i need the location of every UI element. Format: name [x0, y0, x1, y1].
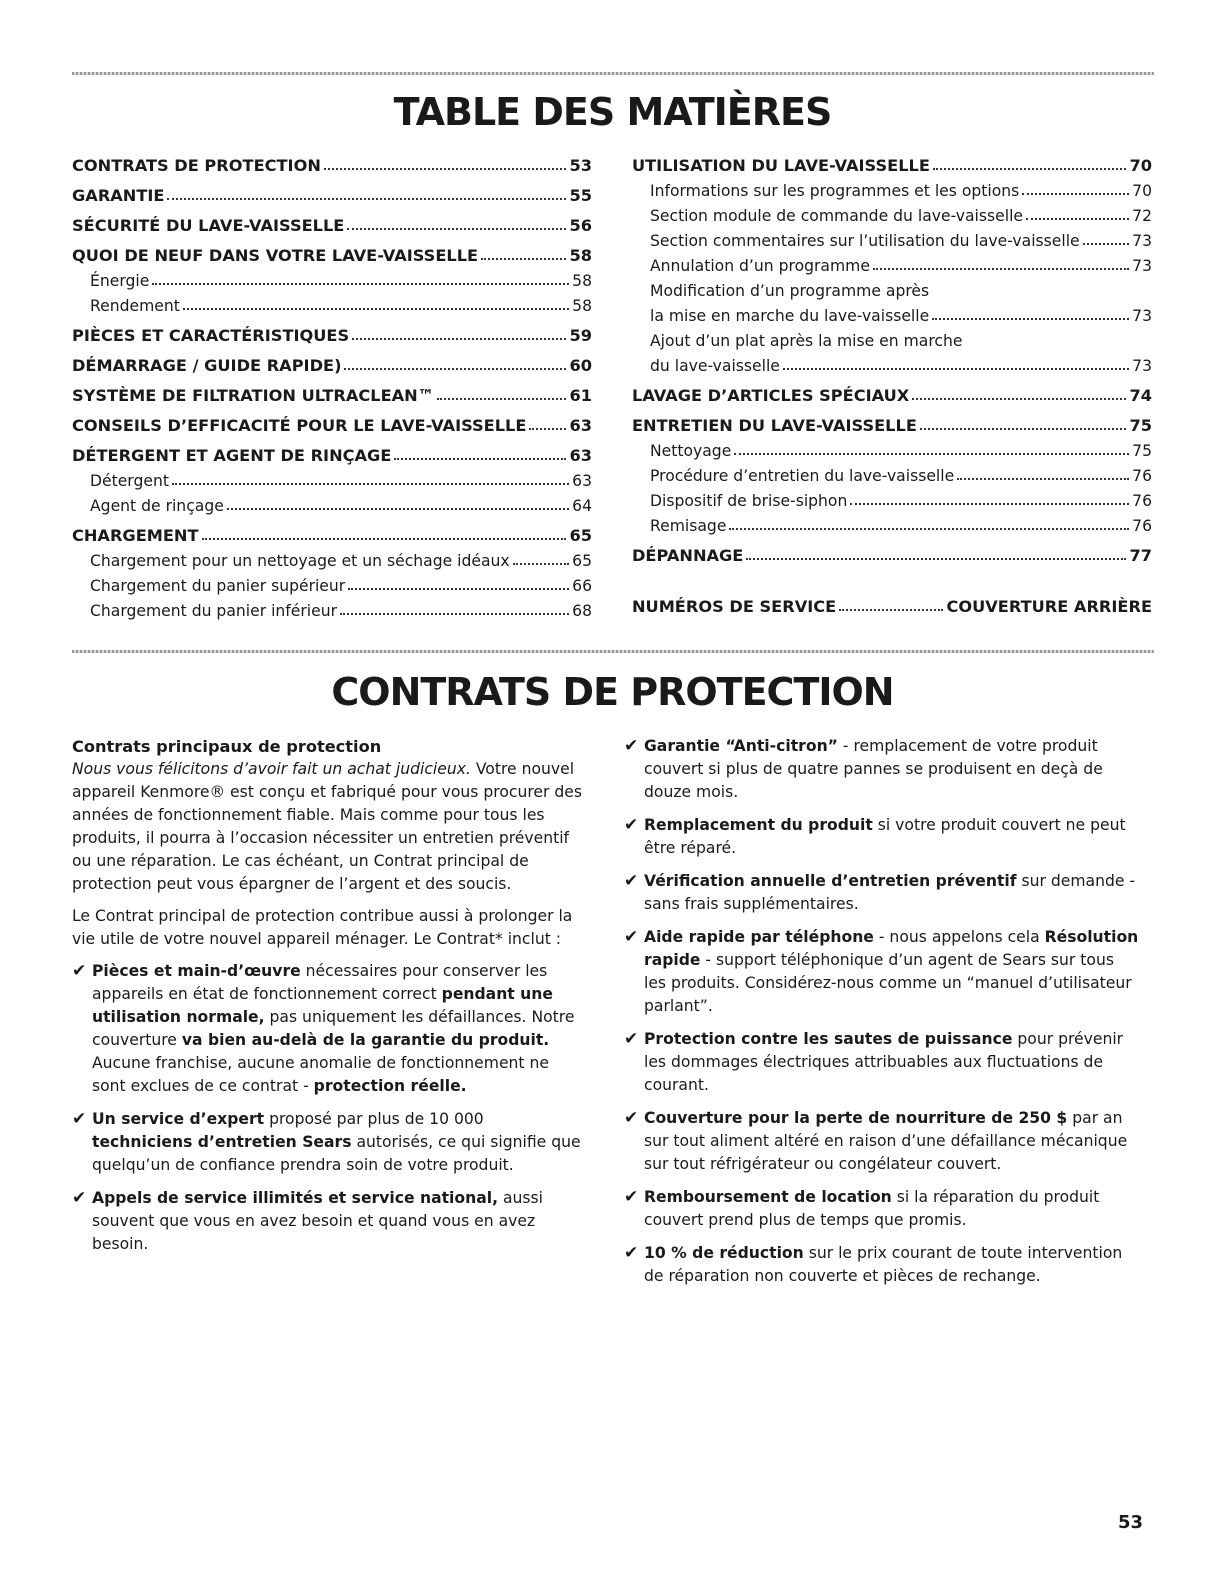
- toc-leader-dots: [437, 397, 567, 400]
- toc-entry-label: Section commentaires sur l’utilisation du lave-vaisselle: [650, 232, 1080, 250]
- toc-entry: [72, 570, 592, 595]
- toc-entry: [632, 591, 1152, 616]
- toc-entry-label: Remisage: [650, 517, 727, 535]
- benefit-bold-text: 10 % de réduction: [644, 1244, 804, 1262]
- toc-title: TABLE DES MATIÈRES: [393, 90, 832, 134]
- toc-leader-dots: [920, 427, 1127, 430]
- benefit-text: pas uniquement les défaillances. Notre couverture: [92, 1008, 575, 1049]
- toc-leader-dots: [529, 427, 566, 430]
- toc-entry-label: CONTRATS DE PROTECTION: [72, 156, 321, 175]
- toc-entry-label: DÉTERGENT ET AGENT DE RINÇAGE: [72, 446, 392, 465]
- toc-entry: [72, 595, 592, 620]
- toc-entry-label: SYSTÈME DE FILTRATION ULTRACLEAN™: [72, 386, 434, 405]
- toc-entry-page: 55: [569, 186, 592, 205]
- toc-entry-page: 56: [569, 216, 592, 235]
- toc-entry-page: 73: [1132, 357, 1152, 375]
- toc-leader-dots: [348, 587, 569, 590]
- toc-entry-page: 65: [569, 526, 592, 545]
- toc-entry-label: Section module de commande du lave-vaisselle: [650, 207, 1023, 225]
- benefit-text: sur demande - sans frais supplémentaires.: [644, 872, 1136, 913]
- toc-entry: [72, 180, 592, 205]
- toc-leader-dots: [783, 367, 1129, 370]
- toc-entry-page: 58: [569, 246, 592, 265]
- benefit-text: - support téléphonique d’un agent de Sears sur tous les produits. Considérez-nous comme un “manuel d’utilisateur parlant”.: [644, 951, 1132, 1015]
- toc-leader-dots: [933, 167, 1127, 170]
- checkmark-icon: ✔: [72, 961, 87, 981]
- toc-leader-dots: [347, 227, 566, 230]
- contracts-left-column: [72, 735, 587, 1266]
- toc-entry: [72, 520, 592, 545]
- toc-entry-page: 66: [572, 577, 592, 595]
- benefit-bold-text: Pièces et main-d’œuvre: [92, 962, 301, 980]
- checkmark-icon: ✔: [624, 1029, 639, 1049]
- toc-entry-label: du lave-vaisselle: [650, 357, 780, 375]
- benefit-text: - nous appelons cela: [873, 928, 1045, 946]
- toc-leader-dots: [957, 477, 1129, 480]
- benefit-item: [624, 926, 1139, 1018]
- toc-entry-label: DÉPANNAGE: [632, 546, 744, 565]
- toc-entry-label: UTILISATION DU LAVE-VAISSELLE: [632, 156, 930, 175]
- right-benefit-list: [624, 735, 1139, 1288]
- toc-entry: [632, 410, 1152, 435]
- benefit-bold-text: va bien au-delà de la garantie du produit.: [181, 1031, 550, 1049]
- checkmark-icon: ✔: [624, 871, 639, 891]
- toc-entry-page: 72: [1132, 207, 1152, 225]
- toc-entry-label: Informations sur les programmes et les options: [650, 182, 1020, 200]
- toc-leader-dots: [912, 397, 1126, 400]
- checkmark-icon: ✔: [624, 927, 639, 947]
- toc-entry-page: COUVERTURE ARRIÈRE: [946, 597, 1152, 616]
- toc-entry-label: NUMÉROS DE SERVICE: [632, 597, 837, 616]
- toc-entry-page: 68: [572, 602, 592, 620]
- toc-entry: [632, 175, 1152, 200]
- benefit-text: - remplacement de votre produit couvert si plus de quatre pannes se produisent en deçà de douze mois.: [644, 737, 1103, 801]
- toc-entry-label: Procédure d’entretien du lave-vaisselle: [650, 467, 955, 485]
- toc-leader-dots: [152, 282, 569, 285]
- benefit-bold-text: Couverture pour la perte de nourriture de 250 $: [644, 1109, 1068, 1127]
- toc-entry: [632, 540, 1152, 565]
- benefit-bold-text: Remplacement du produit: [644, 816, 873, 834]
- checkmark-icon: ✔: [624, 1108, 639, 1128]
- toc-entry: [632, 380, 1152, 405]
- toc-left-column: [72, 145, 592, 620]
- toc-entry: [72, 350, 592, 375]
- benefit-text: proposé par plus de 10 000: [264, 1110, 484, 1128]
- toc-leader-dots: [746, 557, 1126, 560]
- benefit-item: [624, 870, 1139, 916]
- toc-entry-label: Chargement pour un nettoyage et un séchage idéaux: [90, 552, 510, 570]
- contracts-title: CONTRATS DE PROTECTION: [331, 670, 894, 714]
- benefit-text: nécessaires pour conserver les appareils en état de fonctionnement correct: [92, 962, 548, 1003]
- toc-entry: [72, 440, 592, 465]
- toc-entry: [632, 275, 1152, 300]
- toc-entry: [632, 510, 1152, 535]
- toc-entry-page: 76: [1132, 517, 1152, 535]
- top-divider: [72, 72, 1154, 75]
- toc-entry-page: 58: [572, 297, 592, 315]
- toc-leader-dots: [839, 608, 943, 611]
- toc-leader-dots: [513, 562, 570, 565]
- toc-entry-label: Chargement du panier inférieur: [90, 602, 337, 620]
- toc-leader-dots: [394, 457, 566, 460]
- toc-entry-page: 58: [572, 272, 592, 290]
- toc-leader-dots: [344, 367, 566, 370]
- left-benefit-list: [72, 960, 587, 1256]
- toc-entry-page: 74: [1129, 386, 1152, 405]
- toc-entry: [72, 265, 592, 290]
- toc-entry-label: Rendement: [90, 297, 180, 315]
- toc-leader-dots: [352, 337, 566, 340]
- toc-entry-page: 75: [1132, 442, 1152, 460]
- checkmark-icon: ✔: [624, 736, 639, 756]
- toc-entry-label: SÉCURITÉ DU LAVE-VAISSELLE: [72, 216, 345, 235]
- benefit-text: autorisés, ce qui signifie que quelqu’un de confiance prendra soin de votre produit.: [92, 1133, 581, 1174]
- toc-entry: [72, 240, 592, 265]
- checkmark-icon: ✔: [72, 1109, 87, 1129]
- toc-entry-label: CHARGEMENT: [72, 526, 199, 545]
- benefit-item: [624, 1028, 1139, 1097]
- toc-entry-label: LAVAGE D’ARTICLES SPÉCIAUX: [632, 386, 910, 405]
- middle-divider: [72, 650, 1154, 653]
- toc-entry-page: 77: [1129, 546, 1152, 565]
- toc-leader-dots: [227, 507, 569, 510]
- benefit-bold-text: Aide rapide par téléphone: [644, 928, 874, 946]
- toc-entry: [632, 485, 1152, 510]
- toc-entry-page: 63: [569, 446, 592, 465]
- benefit-text: si la réparation du produit couvert prend plus de temps que promis.: [644, 1188, 1100, 1229]
- toc-entry: [72, 150, 592, 175]
- toc-entry-label: Détergent: [90, 472, 169, 490]
- toc-entry: [72, 490, 592, 515]
- contracts-heading: Contrats principaux de protection: [72, 737, 382, 756]
- toc-right-column: [632, 145, 1152, 616]
- toc-entry: [632, 250, 1152, 275]
- benefit-bold-text: techniciens d’entretien Sears: [92, 1133, 352, 1151]
- checkmark-icon: ✔: [72, 1188, 87, 1208]
- checkmark-icon: ✔: [624, 1187, 639, 1207]
- toc-entry-page: 76: [1132, 467, 1152, 485]
- toc-leader-dots: [202, 537, 567, 540]
- toc-entry-label: QUOI DE NEUF DANS VOTRE LAVE-VAISSELLE: [72, 246, 479, 265]
- toc-entry: [72, 210, 592, 235]
- benefit-bold-text: Appels de service illimités et service national,: [92, 1189, 499, 1207]
- toc-entry: [632, 225, 1152, 250]
- toc-entry: [72, 290, 592, 315]
- toc-entry-page: 75: [1129, 416, 1152, 435]
- toc-leader-dots: [481, 257, 566, 260]
- benefit-text: pour prévenir les dommages électriques attribuables aux fluctuations de courant.: [644, 1030, 1124, 1094]
- toc-leader-dots: [167, 197, 566, 200]
- toc-leader-dots: [1026, 217, 1129, 220]
- toc-entry: [72, 545, 592, 570]
- toc-entry-page: 76: [1132, 492, 1152, 510]
- toc-entry-label: la mise en marche du lave-vaisselle: [650, 307, 930, 325]
- toc-entry-page: 53: [569, 156, 592, 175]
- checkmark-icon: ✔: [624, 815, 639, 835]
- benefit-bold-text: Vérification annuelle d’entretien préventif: [644, 872, 1017, 890]
- toc-entry-page: 73: [1132, 307, 1152, 325]
- toc-entry-page: 73: [1132, 257, 1152, 275]
- toc-entry-page: 60: [569, 356, 592, 375]
- toc-entry-page: 61: [569, 386, 592, 405]
- benefit-text: par an sur tout aliment altéré en raison d’une défaillance mécanique sur tout réfrigérateur ou congélateur couvert.: [644, 1109, 1128, 1173]
- benefit-bold-text: Résolution rapide: [644, 928, 1139, 969]
- toc-leader-dots: [1022, 192, 1129, 195]
- toc-leader-dots: [1083, 242, 1130, 245]
- benefit-bold-text: Un service d’expert: [92, 1110, 265, 1128]
- toc-entry: [72, 465, 592, 490]
- benefit-bold-text: Protection contre les sautes de puissance: [644, 1030, 1013, 1048]
- toc-entry-page: 59: [569, 326, 592, 345]
- toc-entry-page: 73: [1132, 232, 1152, 250]
- toc-entry-label: GARANTIE: [72, 186, 165, 205]
- toc-entry-label: DÉMARRAGE / GUIDE RAPIDE): [72, 356, 342, 375]
- toc-entry: [72, 320, 592, 345]
- toc-entry-label: Nettoyage: [650, 442, 732, 460]
- toc-entry: [632, 350, 1152, 375]
- benefit-item: [624, 1242, 1139, 1288]
- toc-entry-page: 63: [572, 472, 592, 490]
- toc-entry: [632, 435, 1152, 460]
- toc-entry: [632, 150, 1152, 175]
- intro-text: Votre nouvel appareil Kenmore® est conçu et fabriqué pour vous procurer des années de fonctionnement fiable. Mais comme pour tous les produits, il pourra à l’occasion nécessiter un entretien préventif ou une réparation. Le cas échéant, un Contrat principal de protection peut vous épargner de l’argent et des soucis.: [72, 760, 582, 893]
- toc-leader-dots: [850, 502, 1129, 505]
- toc-leader-dots: [324, 167, 567, 170]
- toc-entry-label: Annulation d’un programme: [650, 257, 870, 275]
- toc-entry: [72, 380, 592, 405]
- intro-emphasis: Nous vous félicitons d’avoir fait un achat judicieux.: [72, 760, 471, 778]
- benefit-text: aussi souvent que vous en avez besoin et quand vous en avez besoin.: [92, 1189, 543, 1253]
- toc-leader-dots: [873, 267, 1129, 270]
- toc-leader-dots: [340, 612, 569, 615]
- toc-leader-dots: [729, 527, 1129, 530]
- benefit-item: [624, 1186, 1139, 1232]
- benefit-item: [72, 1108, 587, 1177]
- checkmark-icon: ✔: [624, 1243, 639, 1263]
- toc-entry-label: ENTRETIEN DU LAVE-VAISSELLE: [632, 416, 917, 435]
- toc-entry-page: 70: [1132, 182, 1152, 200]
- toc-entry-label: Dispositif de brise-siphon: [650, 492, 848, 510]
- toc-entry: [632, 200, 1152, 225]
- benefit-bold-text: Garantie “Anti-citron”: [644, 737, 838, 755]
- toc-entry-page: 65: [572, 552, 592, 570]
- contracts-right-column: [624, 735, 1139, 1298]
- benefit-item: [624, 735, 1139, 804]
- toc-entry-label: Ajout d’un plat après la mise en marche: [650, 332, 963, 350]
- benefit-item: [72, 960, 587, 1098]
- toc-leader-dots: [183, 307, 569, 310]
- toc-entry-label: Agent de rinçage: [90, 497, 224, 515]
- benefit-item: [72, 1187, 587, 1256]
- toc-leader-dots: [932, 317, 1129, 320]
- benefit-item: [624, 1107, 1139, 1176]
- toc-entry: [72, 410, 592, 435]
- contracts-intro: [72, 758, 587, 896]
- toc-entry: [632, 300, 1152, 325]
- toc-entry-label: Chargement du panier supérieur: [90, 577, 346, 595]
- toc-entry: [632, 460, 1152, 485]
- toc-entry-page: 63: [569, 416, 592, 435]
- benefit-text: sur le prix courant de toute intervention de réparation non couverte et pièces de rechange.: [644, 1244, 1123, 1285]
- benefit-bold-text: protection réelle.: [313, 1077, 467, 1095]
- benefit-bold-text: Remboursement de location: [644, 1188, 892, 1206]
- toc-entry-label: Modification d’un programme après: [650, 282, 930, 300]
- benefit-item: [624, 814, 1139, 860]
- toc-leader-dots: [734, 452, 1129, 455]
- benefit-text: si votre produit couvert ne peut être réparé.: [644, 816, 1126, 857]
- toc-entry-page: 70: [1129, 156, 1152, 175]
- page-number: 53: [1118, 1512, 1144, 1533]
- toc-entry: [632, 325, 1152, 350]
- benefit-text: Aucune franchise, aucune anomalie de fonctionnement ne sont exclues de ce contrat -: [92, 1054, 549, 1095]
- toc-leader-dots: [172, 482, 569, 485]
- toc-entry-label: CONSEILS D’EFFICACITÉ POUR LE LAVE-VAISSELLE: [72, 416, 527, 435]
- toc-entry-label: Énergie: [90, 272, 150, 290]
- benefit-bold-text: pendant une utilisation normale,: [92, 985, 553, 1026]
- toc-entry-page: 64: [572, 497, 592, 515]
- toc-entry-label: PIÈCES ET CARACTÉRISTIQUES: [72, 326, 350, 345]
- contracts-paragraph-2: Le Contrat principal de protection contribue aussi à prolonger la vie utile de votre nouvel appareil ménager. Le Contrat* inclut :: [72, 907, 573, 948]
